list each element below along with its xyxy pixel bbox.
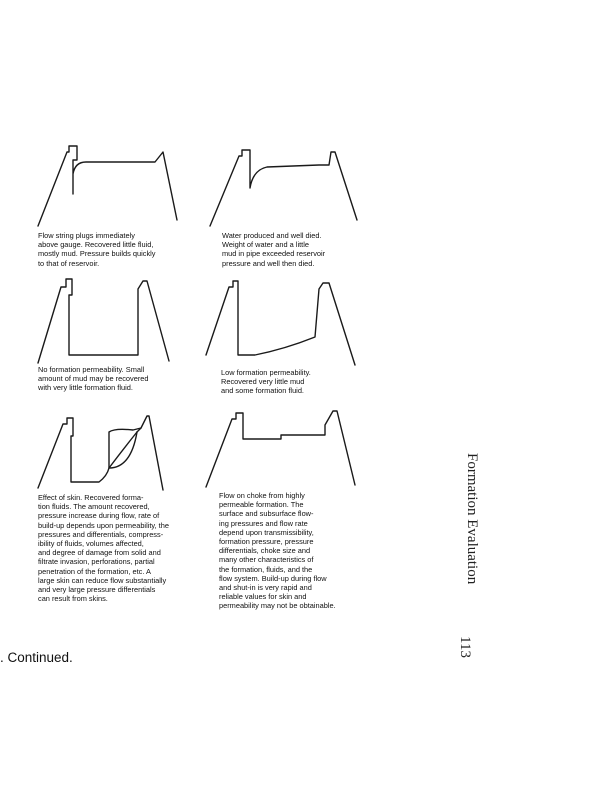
page-number: 113 [457, 636, 473, 658]
pressure-curve-low-perm [205, 275, 365, 367]
pressure-curve-choke [205, 405, 365, 490]
chart-panel-skin [37, 412, 187, 492]
caption-skin: Effect of skin. Recovered forma- tion fluids. The amount recovered, pressure increase during flow, rate of build-up depends upon permeability, the pressures and differentials, compress- ibility of fluids, volumes affected, and degree of damage from solid and filtrate invasion, perforations, partial penetration of the formation, etc. A large skin can reduce flow substantially and very large pressure differentials can result from skins. [38, 493, 169, 604]
section-title: Formation Evaluation [464, 453, 480, 585]
pressure-curve-skin [37, 412, 187, 492]
pressure-curve-plug [37, 140, 187, 230]
caption-water: Water produced and well died. Weight of water and a little mud in pipe exceeded reservoir pressure and well then died. [222, 231, 326, 268]
pressure-curve-no-perm [37, 275, 189, 365]
caption-no-perm: No formation permeability. Small amount of mud may be recovered with very little formation fluid. [38, 365, 149, 393]
chart-panel-choke [205, 405, 365, 490]
chart-panel-water [209, 140, 364, 230]
figure-caption: . Continued. [0, 650, 73, 665]
caption-choke: Flow on choke from highly permeable formation. The surface and subsurface flow- ing pressures and flow rate depend upon transmissibility, formation pressure, pressure differentials, choke size and many other characteristics of the formation, fluids, and the flow system. Build-up during flow and shut-in is very rapid and reliable values for skin and permeability may not be obtainable. [219, 491, 336, 611]
caption-plug: Flow string plugs immediately above gauge. Recovered little fluid, mostly mud. Pressure builds quickly to that of reservoir. [38, 231, 156, 268]
caption-low-perm: Low formation permeability. Recovered very little mud and some formation fluid. [221, 368, 311, 396]
chart-panel-plug [37, 140, 187, 230]
chart-panel-low-perm [205, 275, 365, 367]
chart-panel-no-perm [37, 275, 189, 365]
pressure-curve-water [209, 140, 364, 230]
